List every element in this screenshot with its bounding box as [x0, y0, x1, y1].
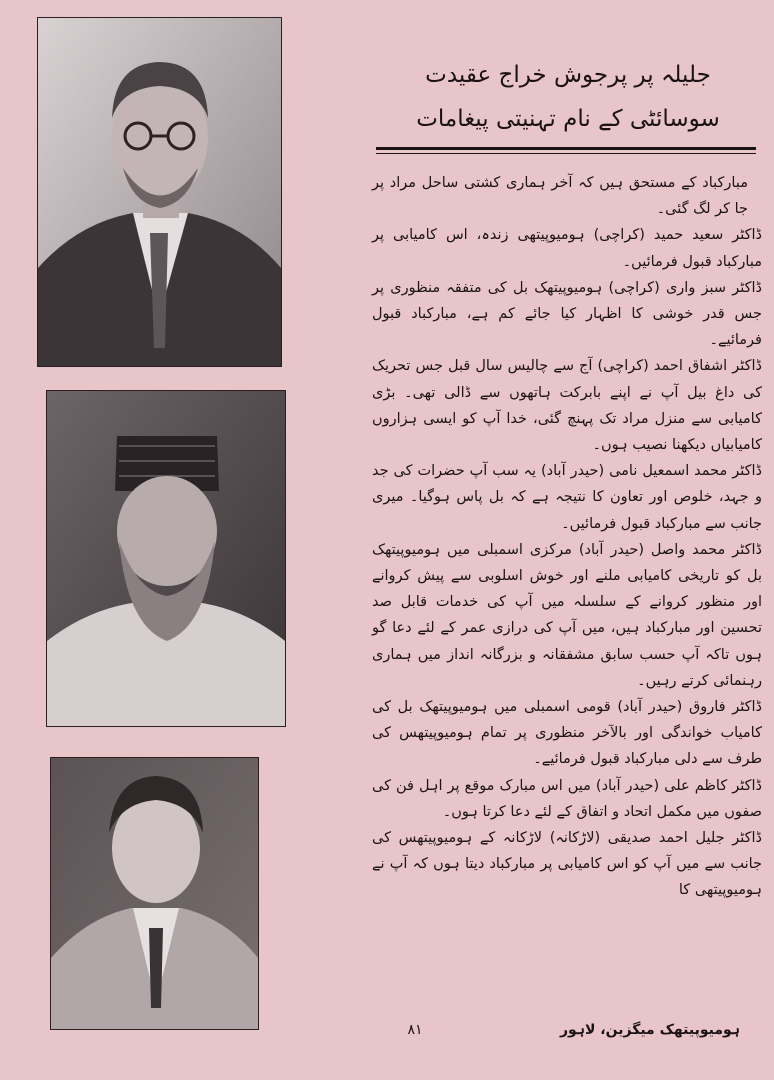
portrait-photo-2	[46, 390, 286, 727]
headline-line-1: جلیلہ پر پرجوش خراج عقیدت	[425, 62, 711, 88]
messages-column	[372, 170, 762, 904]
page-number: ۸۱	[407, 1022, 423, 1038]
headline-line-2: سوسائٹی کے نام تہنیتی پیغامات	[416, 106, 720, 132]
header-divider-thick	[376, 147, 756, 150]
portrait-photo-1	[37, 17, 282, 367]
message-paragraph: ڈاکٹر محمد اسمعیل نامی (حیدر آباد) یہ سب آپ حضرات کی جد و جہد، خلوص اور تعاون کا نتیجہ ہے کہ بل پاس ہوگیا۔ میری جانب سے مبارکباد قبول فرمائیں۔	[372, 463, 762, 532]
message-paragraph: ڈاکٹر جلیل احمد صدیقی (لاڑکانہ) لاڑکانہ کے ہومیوپیتھس کی جانب سے میں آپ کو اس کامیابی پر مبارکباد دیتا ہوں کہ آپ نے ہومیوپیتھی کا	[372, 830, 762, 899]
message-paragraph: مبارکباد کے مستحق ہیں کہ آخر ہماری کشتی ساحل مراد پر جا کر لگ گئی۔	[372, 175, 748, 218]
message-paragraph: ڈاکٹر فاروق (حیدر آباد) قومی اسمبلی میں ہومیوپیتھک بل کی کامیاب خواندگی اور بالآخر منظوری پر تمام ہومیوپیتھس کی طرف سے دلی مبارکباد قبول فرمائیے۔	[372, 699, 762, 768]
portrait-photo-3	[50, 757, 259, 1030]
message-paragraph: ڈاکٹر کاظم علی (حیدر آباد) میں اس مبارک موقع پر اہل فن کی صفوں میں مکمل اتحاد و اتفاق کے لئے دعا کرتا ہوں۔	[372, 777, 762, 820]
message-paragraph: ڈاکٹر محمد واصل (حیدر آباد) مرکزی اسمبلی میں ہومیوپیتھک بل کو تاریخی کامیابی ملنے اور خوش اسلوبی سے پیش کروانے اور منظور کروانے کے سلسلہ میں آپ کی خدمات قابل صد تحسین اور مبارکباد ہیں، میں آپ کی درازی عمر کے لئے دعا گو ہوں تاکہ آپ حسب سابق مشفقانہ و بزرگانہ انداز میں ہماری رہنمائی کرتے رہیں۔	[372, 541, 762, 689]
message-paragraph: ڈاکٹر سبز واری (کراچی) ہومیوپیتھک بل کی متفقہ منظوری پر جس قدر خوشی کا اظہار کیا جائے کم ہے، مبارکباد قبول فرمائیے۔	[372, 279, 762, 349]
header-divider-thin	[376, 153, 756, 154]
message-paragraph: ڈاکٹر سعید حمید (کراچی) ہومیوپیتھی زندہ، اس کامیابی پر مبارکباد قبول فرمائیں۔	[372, 227, 762, 270]
magazine-footer-title: ہومیوپیتھک میگزین، لاہور	[559, 1022, 740, 1038]
message-paragraph: ڈاکٹر اشفاق احمد (کراچی) آج سے چالیس سال قبل جس تحریک کی داغ بیل آپ نے اپنے بابرکت ہاتھوں سے ڈالی تھی۔ بڑی کامیابی سے منزل مراد تک پہنچ گئی، خدا آپ کو ایسی ہزاروں کامیابیاں دیکھنا نصیب ہوں۔	[372, 358, 762, 454]
